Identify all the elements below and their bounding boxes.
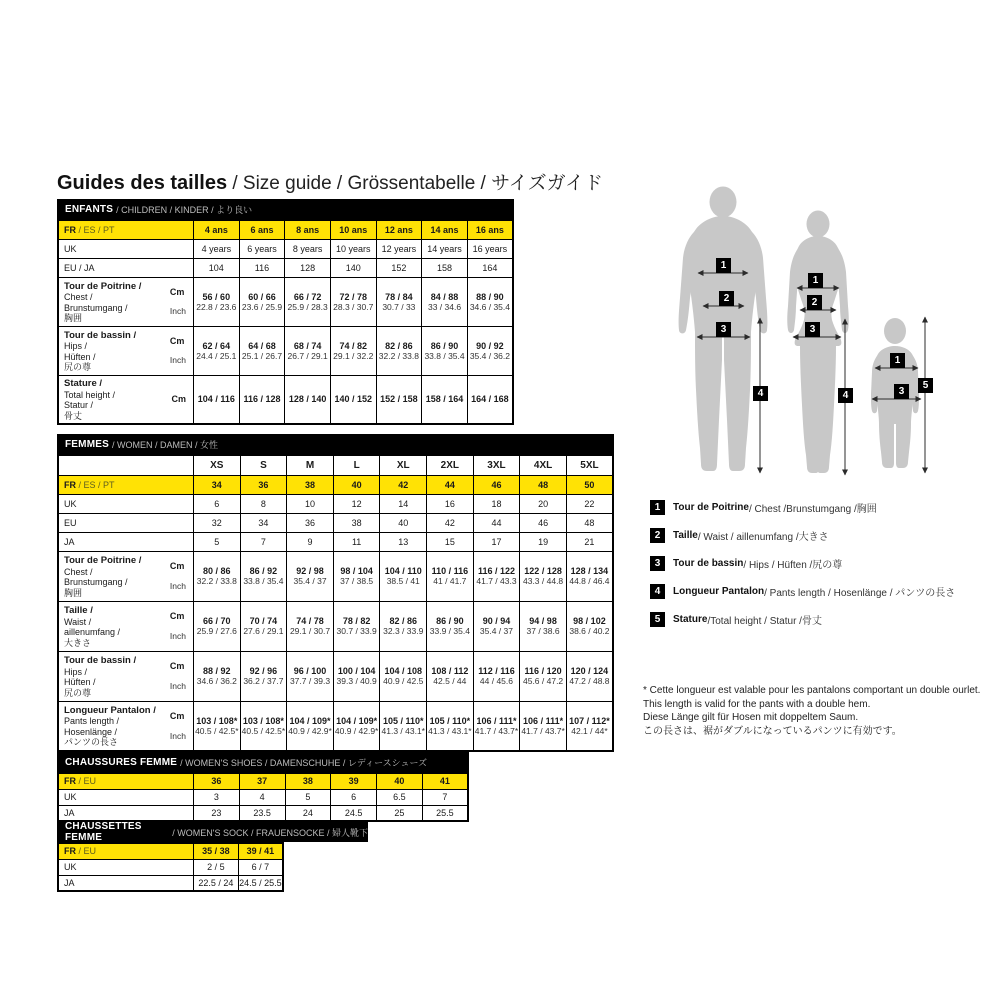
table-cell: 22 <box>566 494 613 513</box>
table-cell: 12 <box>333 494 380 513</box>
table-cell: 103 / 108* 40.5 / 42.5* <box>240 701 287 751</box>
chaussettes-header-bar: CHAUSSETTES FEMME / WOMEN'S SOCK / FRAUENSOCKE / 婦人靴下 <box>57 822 368 842</box>
table-cell: 6 <box>194 494 241 513</box>
row-label: UK <box>58 494 194 513</box>
table-cell: 86 / 90 33.9 / 35.4 <box>427 601 474 651</box>
table-cell: 20 <box>520 494 567 513</box>
table-cell: 18 <box>473 494 520 513</box>
table-row <box>58 375 513 424</box>
enfants-table-grid <box>57 219 514 425</box>
table-cell: 68 / 74 26.7 / 29.1 <box>285 326 331 375</box>
table-cell: 32 <box>194 513 241 532</box>
legend-badge-3: 3 <box>650 556 665 571</box>
table-cell: 16 years <box>467 239 513 258</box>
table-cell: 2XL <box>427 455 474 475</box>
legend-badge-1: 1 <box>650 500 665 515</box>
page-title <box>57 168 603 195</box>
legend-badge-5: 5 <box>650 612 665 627</box>
measurement-legend <box>650 500 955 627</box>
row-label: JA <box>58 875 194 891</box>
table-row <box>58 258 513 277</box>
table-cell: 46 <box>520 513 567 532</box>
table-cell: 14 ans <box>422 220 468 239</box>
table-cell: 44 <box>473 513 520 532</box>
row-label: Stature / Total height / Statur / 骨丈 Cm <box>58 375 194 424</box>
legend-item-stature <box>650 612 955 627</box>
table-cell: 6.5 <box>377 789 423 805</box>
table-cell: 22.5 / 24 <box>194 875 239 891</box>
table-cell: 4 years <box>194 239 240 258</box>
table-cell: 152 <box>376 258 422 277</box>
table-row <box>58 875 283 891</box>
legend-label-fr: Taille <box>673 530 698 541</box>
table-row <box>58 805 468 821</box>
legend-label-translations: /Total height / Statur /骨丈 <box>707 616 822 627</box>
table-cell: 41 <box>422 773 468 789</box>
row-label: Taille / Waist / aillenumfang / 大きさ Cm Inch <box>58 601 194 651</box>
body-measurement-diagram <box>650 180 1000 480</box>
row-label: JA <box>58 532 194 551</box>
table-row <box>58 239 513 258</box>
women-shoes-size-table <box>57 752 469 822</box>
table-cell: S <box>240 455 287 475</box>
table-cell: 152 / 158 <box>376 375 422 424</box>
table-cell: 36 <box>287 513 334 532</box>
table-row <box>58 455 613 475</box>
woman-hips-marker: 3 <box>805 322 820 337</box>
table-cell: 56 / 60 22.8 / 23.6 <box>194 277 240 326</box>
table-cell: 8 <box>240 494 287 513</box>
table-cell: 34 <box>240 513 287 532</box>
table-cell: 120 / 124 47.2 / 48.8 <box>566 651 613 701</box>
table-cell: 6 / 7 <box>238 859 283 875</box>
row-label: EU / JA <box>58 258 194 277</box>
table-cell: 3XL <box>473 455 520 475</box>
table-cell: L <box>333 455 380 475</box>
table-cell: 6 ans <box>239 220 285 239</box>
chaussures-table-grid <box>57 772 469 822</box>
women-socks-size-table <box>57 822 368 892</box>
table-cell: 10 <box>287 494 334 513</box>
child-stature-marker: 5 <box>918 378 933 393</box>
table-cell: XS <box>194 455 241 475</box>
table-row <box>58 701 613 751</box>
table-cell: 105 / 110* 41.3 / 43.1* <box>427 701 474 751</box>
table-cell: 38 <box>333 513 380 532</box>
row-label <box>58 455 194 475</box>
table-cell: 38 <box>287 475 334 494</box>
row-label: Tour de Poitrine / Chest / Brunstumgang / 胸囲 Cm Inch <box>58 551 194 601</box>
table-cell: 96 / 100 37.7 / 39.3 <box>287 651 334 701</box>
table-cell: 104 <box>194 258 240 277</box>
table-row <box>58 277 513 326</box>
row-label: Tour de bassin / Hips / Hüften / 尻の尊 Cm Inch <box>58 326 194 375</box>
table-cell: 40 <box>380 513 427 532</box>
table-cell: 12 years <box>376 239 422 258</box>
table-cell: 39 <box>331 773 377 789</box>
table-cell: 48 <box>566 513 613 532</box>
table-cell: 128 / 134 44.8 / 46.4 <box>566 551 613 601</box>
row-label: Tour de Poitrine / Chest / Brunstumgang / 胸囲 Cm Inch <box>58 277 194 326</box>
table-cell: 164 / 168 <box>467 375 513 424</box>
table-cell: 66 / 70 25.9 / 27.6 <box>194 601 241 651</box>
table-cell: 88 / 92 34.6 / 36.2 <box>194 651 241 701</box>
children-size-table <box>57 199 514 425</box>
legend-label-fr: Longueur Pantalon <box>673 586 765 597</box>
legend-label-fr: Stature <box>673 614 708 625</box>
table-row <box>58 551 613 601</box>
row-label: FR / EU <box>58 773 194 789</box>
table-row <box>58 651 613 701</box>
table-cell: 21 <box>566 532 613 551</box>
table-cell: 128 <box>285 258 331 277</box>
table-cell: 106 / 111* 41.7 / 43.7* <box>473 701 520 751</box>
table-cell: 37 <box>239 773 285 789</box>
table-cell: 94 / 98 37 / 38.6 <box>520 601 567 651</box>
silhouettes-illustration <box>650 180 1000 480</box>
table-cell: 19 <box>520 532 567 551</box>
table-cell: 98 / 104 37 / 38.5 <box>333 551 380 601</box>
table-cell: 24 <box>285 805 331 821</box>
table-cell: 104 / 109* 40.9 / 42.9* <box>333 701 380 751</box>
table-row <box>58 601 613 651</box>
table-cell: 34 <box>194 475 241 494</box>
table-cell: 7 <box>422 789 468 805</box>
table-cell: 70 / 74 27.6 / 29.1 <box>240 601 287 651</box>
woman-silhouette <box>787 211 849 474</box>
table-cell: 8 years <box>285 239 331 258</box>
table-cell: 25.5 <box>422 805 468 821</box>
footnote-de: Diese Länge gilt für Hosen mit doppeltem Saum. <box>643 712 859 723</box>
table-cell: 106 / 111* 41.7 / 43.7* <box>520 701 567 751</box>
double-hem-footnote <box>643 684 1005 738</box>
footnote-fr: * Cette longueur est valable pour les pantalons comportant un double ourlet. <box>643 685 981 696</box>
table-cell: 62 / 64 24.4 / 25.1 <box>194 326 240 375</box>
row-label: EU <box>58 513 194 532</box>
chaussures-header-bar: CHAUSSURES FEMME / WOMEN'S SHOES / DAMENSCHUHE / レディースシューズ <box>57 752 469 772</box>
row-label: UK <box>58 789 194 805</box>
row-label: Tour de bassin / Hips / Hüften / 尻の尊 Cm Inch <box>58 651 194 701</box>
women-size-table <box>57 434 614 752</box>
table-cell: 84 / 88 33 / 34.6 <box>422 277 468 326</box>
table-cell: 39 / 41 <box>238 843 283 859</box>
femmes-table-grid <box>57 454 614 752</box>
femmes-header-bar: FEMMES / WOMEN / DAMEN / 女性 <box>57 434 614 454</box>
row-label: JA <box>58 805 194 821</box>
legend-label-translations: / Waist / aillenumfang /大きさ <box>697 532 829 543</box>
table-cell: 35 / 38 <box>194 843 239 859</box>
table-cell: 164 <box>467 258 513 277</box>
table-cell: 107 / 112* 42.1 / 44* <box>566 701 613 751</box>
table-cell: 24.5 <box>331 805 377 821</box>
table-cell: 42 <box>427 513 474 532</box>
table-cell: M <box>287 455 334 475</box>
chaussettes-table-grid <box>57 842 284 892</box>
table-cell: 38 <box>285 773 331 789</box>
table-cell: 46 <box>473 475 520 494</box>
table-row <box>58 843 283 859</box>
table-cell: 104 / 116 <box>194 375 240 424</box>
table-cell: 36 <box>240 475 287 494</box>
table-cell: 5XL <box>566 455 613 475</box>
table-cell: 108 / 112 42.5 / 44 <box>427 651 474 701</box>
table-cell: 78 / 82 30.7 / 33.9 <box>333 601 380 651</box>
legend-item-pants-length <box>650 584 955 599</box>
table-cell: 5 <box>194 532 241 551</box>
table-cell: 80 / 86 32.2 / 33.8 <box>194 551 241 601</box>
table-cell: 7 <box>240 532 287 551</box>
table-cell: 92 / 96 36.2 / 37.7 <box>240 651 287 701</box>
table-cell: 40 <box>333 475 380 494</box>
table-cell: 3 <box>194 789 240 805</box>
table-cell: 74 / 82 29.1 / 32.2 <box>330 326 376 375</box>
table-row <box>58 789 468 805</box>
table-cell: 158 <box>422 258 468 277</box>
table-row <box>58 326 513 375</box>
footnote-ja: この長さは、裾がダブルになっているパンツに有効です。 <box>643 725 902 737</box>
table-cell: 105 / 110* 41.3 / 43.1* <box>380 701 427 751</box>
man-hips-marker: 3 <box>716 322 731 337</box>
table-cell: 140 <box>330 258 376 277</box>
table-cell: 60 / 66 23.6 / 25.9 <box>239 277 285 326</box>
legend-item-chest <box>650 500 955 515</box>
table-cell: 72 / 78 28.3 / 30.7 <box>330 277 376 326</box>
legend-label-fr: Tour de Poitrine <box>673 502 749 513</box>
table-cell: 116 / 128 <box>239 375 285 424</box>
table-cell: 14 <box>380 494 427 513</box>
table-row <box>58 475 613 494</box>
table-cell: 116 <box>239 258 285 277</box>
table-cell: 50 <box>566 475 613 494</box>
table-cell: 5 <box>285 789 331 805</box>
table-cell: 122 / 128 43.3 / 44.8 <box>520 551 567 601</box>
table-row <box>58 513 613 532</box>
table-cell: 6 years <box>239 239 285 258</box>
table-cell: 8 ans <box>285 220 331 239</box>
table-cell: 23.5 <box>239 805 285 821</box>
woman-chest-marker: 1 <box>808 273 823 288</box>
table-cell: 9 <box>287 532 334 551</box>
table-cell: 92 / 98 35.4 / 37 <box>287 551 334 601</box>
row-label: UK <box>58 239 194 258</box>
legend-badge-4: 4 <box>650 584 665 599</box>
row-label: FR / EU <box>58 843 194 859</box>
table-cell: 36 <box>194 773 240 789</box>
table-cell: 74 / 78 29.1 / 30.7 <box>287 601 334 651</box>
table-row <box>58 220 513 239</box>
table-cell: 88 / 90 34.6 / 35.4 <box>467 277 513 326</box>
table-cell: 6 <box>331 789 377 805</box>
child-hips-marker: 3 <box>894 384 909 399</box>
table-cell: 116 / 120 45.6 / 47.2 <box>520 651 567 701</box>
row-label: FR / ES / PT <box>58 220 194 239</box>
footnote-en: This length is valid for the pants with a double hem. <box>643 698 871 710</box>
table-cell: 25 <box>377 805 423 821</box>
woman-pants-marker: 4 <box>838 388 853 403</box>
legend-label-fr: Tour de bassin <box>673 558 744 569</box>
table-row <box>58 494 613 513</box>
table-cell: 103 / 108* 40.5 / 42.5* <box>194 701 241 751</box>
table-cell: 42 <box>380 475 427 494</box>
table-cell: 104 / 110 38.5 / 41 <box>380 551 427 601</box>
table-row <box>58 532 613 551</box>
table-cell: 2 / 5 <box>194 859 239 875</box>
row-label: UK <box>58 859 194 875</box>
legend-item-hips <box>650 556 955 571</box>
table-cell: 98 / 102 38.6 / 40.2 <box>566 601 613 651</box>
legend-item-waist <box>650 528 955 543</box>
child-chest-marker: 1 <box>890 353 905 368</box>
table-cell: 44 <box>427 475 474 494</box>
table-cell: 78 / 84 30.7 / 33 <box>376 277 422 326</box>
row-label: FR / ES / PT <box>58 475 194 494</box>
legend-label-translations: / Chest /Brunstumgang /胸囲 <box>748 504 877 515</box>
table-row <box>58 859 283 875</box>
table-cell: 104 / 109* 40.9 / 42.9* <box>287 701 334 751</box>
legend-badge-2: 2 <box>650 528 665 543</box>
legend-label-translations: / Hips / Hüften /尻の尊 <box>743 560 843 571</box>
table-cell: 128 / 140 <box>285 375 331 424</box>
enfants-header-bar: ENFANTS / CHILDREN / KINDER / より良い <box>57 199 514 219</box>
table-cell: 158 / 164 <box>422 375 468 424</box>
man-chest-marker: 1 <box>716 258 731 273</box>
table-cell: 48 <box>520 475 567 494</box>
table-cell: 16 <box>427 494 474 513</box>
table-cell: 104 / 108 40.9 / 42.5 <box>380 651 427 701</box>
table-cell: 90 / 94 35.4 / 37 <box>473 601 520 651</box>
table-row <box>58 773 468 789</box>
table-cell: 14 years <box>422 239 468 258</box>
table-cell: 90 / 92 35.4 / 36.2 <box>467 326 513 375</box>
table-cell: 17 <box>473 532 520 551</box>
table-cell: 112 / 116 44 / 45.6 <box>473 651 520 701</box>
table-cell: 4 ans <box>194 220 240 239</box>
table-cell: 12 ans <box>376 220 422 239</box>
table-cell: 4 <box>239 789 285 805</box>
table-cell: 140 / 152 <box>330 375 376 424</box>
table-cell: 16 ans <box>467 220 513 239</box>
table-cell: 11 <box>333 532 380 551</box>
table-cell: 10 ans <box>330 220 376 239</box>
woman-waist-marker: 2 <box>807 295 822 310</box>
title-translations: / Size guide / Grössentabelle / サイズガイド <box>227 173 604 194</box>
table-cell: 23 <box>194 805 240 821</box>
table-cell: 24.5 / 25.5 <box>238 875 283 891</box>
table-cell: 116 / 122 41.7 / 43.3 <box>473 551 520 601</box>
legend-label-translations: / Pants length / Hosenlänge / パンツの長さ <box>764 588 956 599</box>
table-cell: 100 / 104 39.3 / 40.9 <box>333 651 380 701</box>
man-waist-marker: 2 <box>719 291 734 306</box>
table-cell: 40 <box>377 773 423 789</box>
table-cell: 86 / 90 33.8 / 35.4 <box>422 326 468 375</box>
table-cell: 82 / 86 32.2 / 33.8 <box>376 326 422 375</box>
title-main: Guides des tailles <box>57 172 228 194</box>
table-cell: 86 / 92 33.8 / 35.4 <box>240 551 287 601</box>
table-cell: XL <box>380 455 427 475</box>
table-cell: 4XL <box>520 455 567 475</box>
table-cell: 66 / 72 25.9 / 28.3 <box>285 277 331 326</box>
table-cell: 82 / 86 32.3 / 33.9 <box>380 601 427 651</box>
table-cell: 64 / 68 25.1 / 26.7 <box>239 326 285 375</box>
table-cell: 13 <box>380 532 427 551</box>
man-pants-marker: 4 <box>753 386 768 401</box>
table-cell: 10 years <box>330 239 376 258</box>
table-cell: 110 / 116 41 / 41.7 <box>427 551 474 601</box>
table-cell: 15 <box>427 532 474 551</box>
row-label: Longueur Pantalon / Pants length / Hosenlänge / パンツの長さ Cm Inch <box>58 701 194 751</box>
